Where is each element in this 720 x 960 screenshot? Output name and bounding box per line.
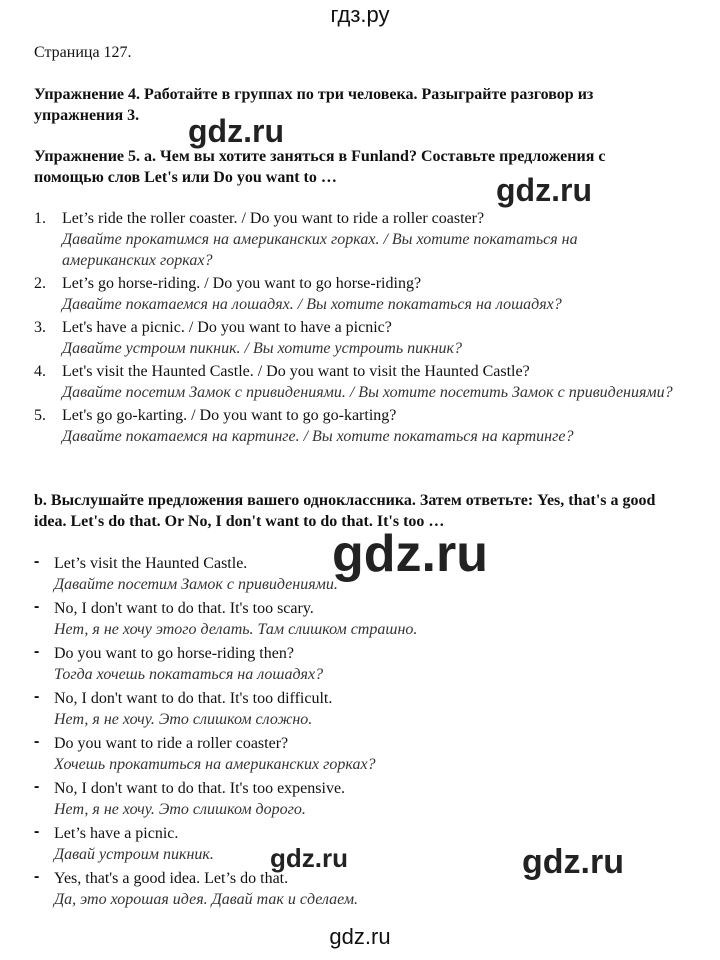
russian-translation: Нет, я не хочу. Это слишком дорого.: [54, 800, 306, 818]
list-item: [34, 208, 674, 271]
russian-translation: Давайте посетим Замок с привидениями. / Вы хотите посетить Замок с привидениями?: [62, 384, 673, 401]
russian-translation: Давайте посетим Замок с привидениями.: [54, 575, 338, 593]
exercise-4-heading: Упражнение 4. Работайте в группах по три человека. Разыграйте разговор из упражнения 3.: [34, 86, 594, 124]
english-line: Yes, that's a good idea. Let’s do that.: [54, 870, 289, 887]
dialogue-line: [34, 599, 674, 640]
dash-bullet: -: [34, 598, 40, 615]
exercise-5a-list: [34, 208, 674, 449]
english-line: Let’s visit the Haunted Castle.: [54, 555, 248, 572]
english-sentence: Let's have a picnic. / Do you want to have a picnic?: [62, 319, 392, 336]
list-item: [34, 273, 674, 315]
dash-bullet: -: [34, 553, 40, 570]
watermark: gdz.ru: [522, 843, 624, 881]
russian-translation: Давай устроим пикник.: [54, 845, 214, 863]
russian-translation: Тогда хочешь покататься на лошадях?: [54, 665, 324, 683]
russian-translation: Давайте покатаемся на лошадях. / Вы хотите покататься на лошадях?: [62, 296, 562, 313]
english-line: No, I don't want to do that. It's too scary.: [54, 600, 314, 617]
list-item: [34, 405, 674, 447]
dialogue-line: [34, 644, 674, 685]
item-number: 5.: [34, 407, 46, 424]
dash-bullet: -: [34, 823, 40, 840]
dialogue-line: [34, 779, 674, 820]
english-line: Do you want to ride a roller coaster?: [54, 735, 289, 752]
item-number: 2.: [34, 275, 46, 292]
item-number: 1.: [34, 210, 46, 227]
dialogue-line: [34, 734, 674, 775]
watermark: gdz.ru: [496, 172, 592, 208]
russian-translation: Давайте устроим пикник. / Вы хотите устроить пикник?: [62, 340, 463, 357]
dash-bullet: -: [34, 643, 40, 660]
english-line: Do you want to go horse-riding then?: [54, 645, 294, 662]
english-line: No, I don't want to do that. It's too difficult.: [54, 690, 333, 707]
russian-translation: Нет, я не хочу этого делать. Там слишком страшно.: [54, 620, 418, 638]
list-item: [34, 317, 674, 359]
item-number: 4.: [34, 363, 46, 380]
dash-bullet: -: [34, 778, 40, 795]
english-sentence: Let's go go-karting. / Do you want to go go-karting?: [62, 407, 397, 424]
russian-translation: Да, это хорошая идея. Давай так и сделаем.: [54, 890, 359, 908]
watermark: gdz.ru: [332, 525, 488, 583]
dash-bullet: -: [34, 688, 40, 705]
list-item: [34, 361, 674, 403]
dialogue-line: [34, 689, 674, 730]
english-line: Let’s have a picnic.: [54, 825, 179, 842]
russian-translation: Хочешь прокатиться на американских горках?: [54, 755, 376, 773]
english-sentence: Let’s ride the roller coaster. / Do you want to ride a roller coaster?: [62, 210, 485, 227]
russian-translation: Нет, я не хочу. Это слишком сложно.: [54, 710, 313, 728]
english-sentence: Let's visit the Haunted Castle. / Do you want to visit the Haunted Castle?: [62, 363, 530, 380]
dash-bullet: -: [34, 868, 40, 885]
watermark: gdz.ru: [270, 843, 348, 873]
item-number: 3.: [34, 319, 46, 336]
russian-translation: Давайте покатаемся на картинге. / Вы хотите покататься на картинге?: [62, 428, 574, 445]
exercise-5a-heading: Упражнение 5. a. Чем вы хотите заняться в Funland? Составьте предложения с помощью слов Let's или Do you want to …: [34, 148, 606, 186]
english-sentence: Let’s go horse-riding. / Do you want to go horse-riding?: [62, 275, 422, 292]
russian-translation: Давайте прокатимся на американских горках. / Вы хотите покататься на американских горках?: [62, 231, 578, 269]
site-header: гдз.ру: [330, 2, 390, 27]
watermark: gdz.ru: [188, 113, 284, 149]
dash-bullet: -: [34, 733, 40, 750]
site-footer: gdz.ru: [329, 924, 391, 949]
page-number-label: Страница 127.: [34, 44, 132, 61]
english-line: No, I don't want to do that. It's too expensive.: [54, 780, 346, 797]
exercise-5b-heading: b. Выслушайте предложения вашего одноклассника. Затем ответьте: Yes, that's a good idea. Let's do that. Or No, I don't want to do that. It's too …: [34, 492, 656, 530]
